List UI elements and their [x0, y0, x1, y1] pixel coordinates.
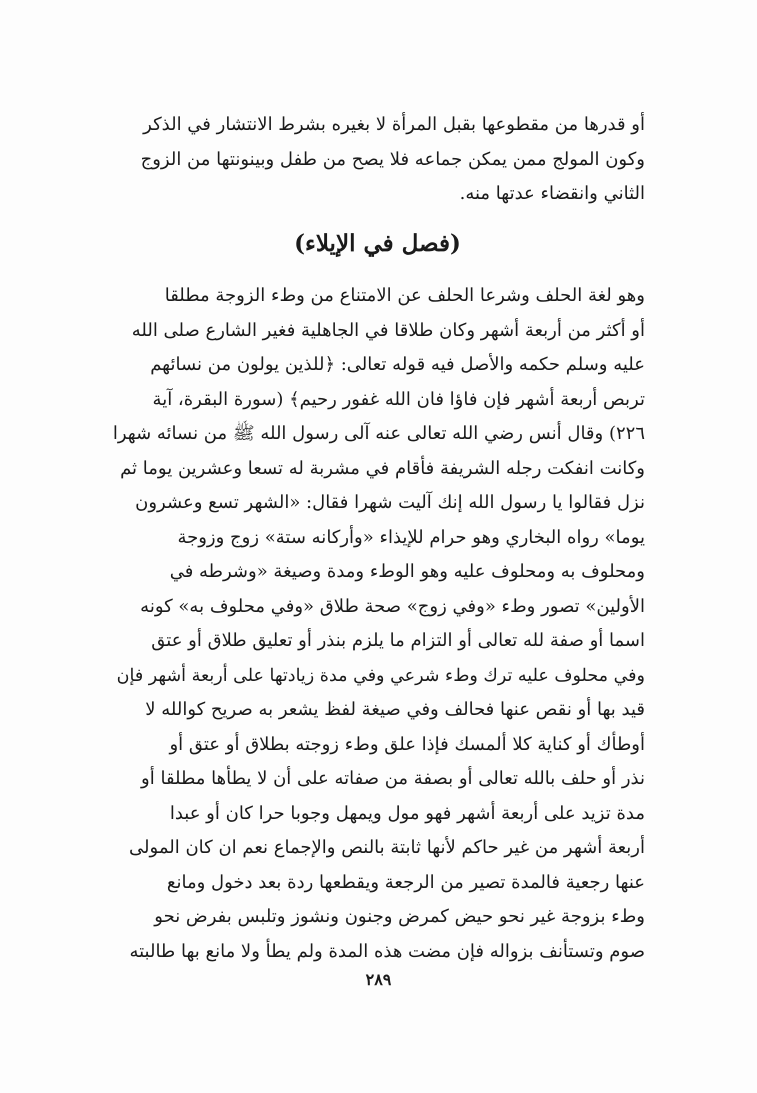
text-line: الثاني وانقضاء عدتها منه.: [459, 183, 645, 204]
section-body: [110, 279, 645, 969]
text-line: ٢٢٦) وقال أنس رضي الله تعالى عنه آلى رسول الله ﷺ من نسائه شهرا: [112, 423, 645, 444]
section-heading: (فصل في الإيلاء): [294, 230, 461, 257]
text-line: وهو لغة الحلف وشرعا الحلف عن الامتناع من وطء الزوجة مطلقا: [164, 285, 645, 306]
text-line: وكانت انفكت رجله الشريفة فأقام في مشربة له تسعا وعشرين يوما ثم: [120, 457, 645, 479]
text-line: اسما أو صفة لله تعالى أو التزام ما يلزم بنذر أو تعليق طلاق أو عتق: [151, 630, 645, 651]
text-line: الأولين» تصور وطء «وفي زوج» صحة طلاق «وفي محلوف به» كونه: [140, 595, 645, 617]
text-line: عليه وسلم حكمه والأصل فيه قوله تعالى: ﴿للذين يولون من نسائهم: [150, 354, 645, 375]
text-line: وطء بزوجة غير نحو حيض كمرض وجنون ونشوز وتلبس بفرض نحو: [154, 906, 645, 927]
text-line: وكون المولج ممن يمكن جماعه فلا يصح من طفل وبينونتها من الزوج: [140, 148, 645, 170]
text-line: أوطأك أو كناية كلا ألمسك فإذا علق وطء زوجته بطلاق أو عتق أو: [169, 733, 645, 755]
text-line: صوم وتستأنف بزواله فإن مضت هذه المدة ولم يطأ ولا مانع بها طالبته: [129, 940, 645, 962]
text-line: أو قدرها من مقطوعها بقبل المرأة لا بغيره بشرط الانتشار في الذكر: [143, 114, 645, 135]
text-line: تربص أربعة أشهر فإن فاؤا فان الله غفور رحيم﴾ (سورة البقرة، آية: [152, 388, 645, 410]
text-line: أربعة أشهر من غير حاكم لأنها ثابتة بالنص والإجماع نعم ان كان المولى: [129, 837, 645, 858]
text-line: قيد بها أو نقص عنها فحالف وفي صيغة لفظ يشعر به صريح كوالله لا: [145, 699, 645, 720]
text-line: مدة تزيد على أربعة أشهر فهو مول ويمهل وجوبا حرا كان أو عبدا: [169, 802, 645, 824]
text-line: وفي محلوف عليه ترك وطء شرعي وفي مدة زيادتها على أربعة أشهر فإن: [116, 665, 645, 686]
text-line: يوما» رواه البخاري وهو حرام للإيذاء «وأركانه ستة» زوج وزوجة: [177, 526, 645, 548]
text-line: أو أكثر من أربعة أشهر وكان طلاقا في الجاهلية فغير الشارع صلى الله: [131, 319, 645, 341]
text-line: نذر أو حلف بالله تعالى أو بصفة من صفاته على أن لا يطأها مطلقا أو: [141, 768, 645, 789]
continued-paragraph: [110, 108, 645, 212]
text-line: نزل فقالوا يا رسول الله إنك آليت شهرا فقال: «الشهر تسع وعشرون: [135, 492, 645, 513]
text-line: عنها رجعية فالمدة تصير من الرجعة ويقطعها ردة بعد دخول ومانع: [166, 871, 645, 893]
text-line: ومحلوف به ومحلوف عليه وهو الوطء ومدة وصيغة «وشرطه في: [169, 561, 645, 582]
page-number: ٢٨٩: [365, 970, 392, 989]
